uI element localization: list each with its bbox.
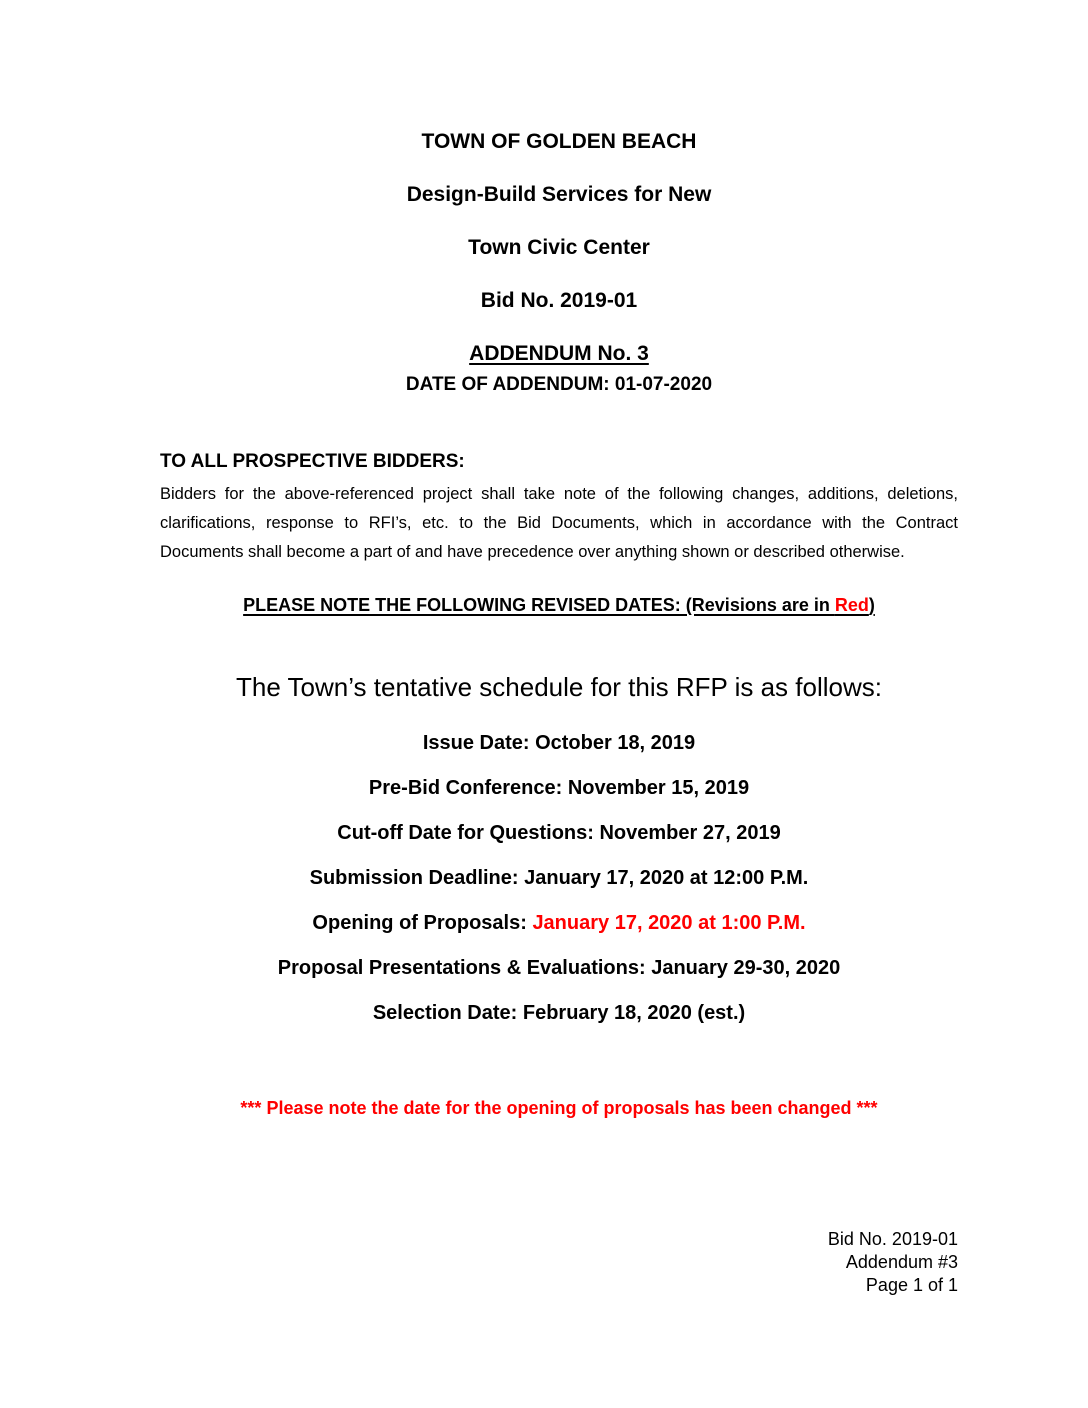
footer-bid-number: Bid No. 2019-01: [827, 1229, 958, 1249]
revised-dates-underlined: [243, 595, 875, 615]
schedule-item-issue-date: Issue Date: October 18, 2019: [422, 732, 696, 754]
title-town: TOWN OF GOLDEN BEACH: [421, 130, 697, 153]
title-project-line2: Town Civic Center: [468, 236, 650, 259]
schedule-item-submission-deadline: Submission Deadline: January 17, 2020 at 12:00 P.M.: [309, 867, 809, 889]
schedule-item-prebid-conference: Pre-Bid Conference: November 15, 2019: [368, 777, 750, 799]
revised-dates-heading: [160, 593, 958, 617]
page-footer: [160, 1228, 958, 1297]
addendum-date: DATE OF ADDENDUM: 01-07-2020: [405, 374, 713, 395]
schedule-item-presentations-evaluations: Proposal Presentations & Evaluations: January 29-30, 2020: [277, 957, 841, 979]
schedule-item-opening-revised-date: January 17, 2020 at 1:00 P.M.: [532, 912, 806, 934]
salutation-heading: TO ALL PROSPECTIVE BIDDERS:: [160, 451, 465, 472]
revised-dates-suffix: ): [868, 595, 875, 615]
schedule-item-opening-proposals: [160, 913, 958, 934]
notice-paragraph: Bidders for the above-referenced project shall take note of the following changes, additions, deletions, clarifications, response to RFI’s, etc. to the Bid Documents, which in accordance with the Contract Documents shall become a part of and have precedence over anything shown or described otherwise.: [160, 485, 958, 561]
title-project-line1: Design-Build Services for New: [406, 183, 712, 206]
footer-addendum-number: Addendum #3: [845, 1252, 958, 1272]
title-bid-number: Bid No. 2019-01: [480, 289, 638, 312]
schedule-item-cutoff-questions: Cut-off Date for Questions: November 27, 2019: [337, 822, 781, 844]
footer-page-number: Page 1 of 1: [865, 1275, 958, 1295]
schedule-intro: The Town’s tentative schedule for this RFP is as follows:: [236, 672, 882, 702]
revised-dates-prefix: PLEASE NOTE THE FOLLOWING REVISED DATES: (Revisions are in: [243, 595, 835, 615]
addendum-title-text: ADDENDUM No. 3: [469, 342, 649, 365]
addendum-title: [160, 343, 958, 365]
schedule-item-opening-label: Opening of Proposals:: [312, 912, 533, 934]
revised-dates-red-word: Red: [834, 595, 869, 615]
schedule-item-selection-date: Selection Date: February 18, 2020 (est.): [372, 1002, 746, 1024]
document-content: [160, 0, 958, 1297]
opening-date-change-note: *** Please note the date for the opening of proposals has been changed ***: [240, 1098, 878, 1118]
